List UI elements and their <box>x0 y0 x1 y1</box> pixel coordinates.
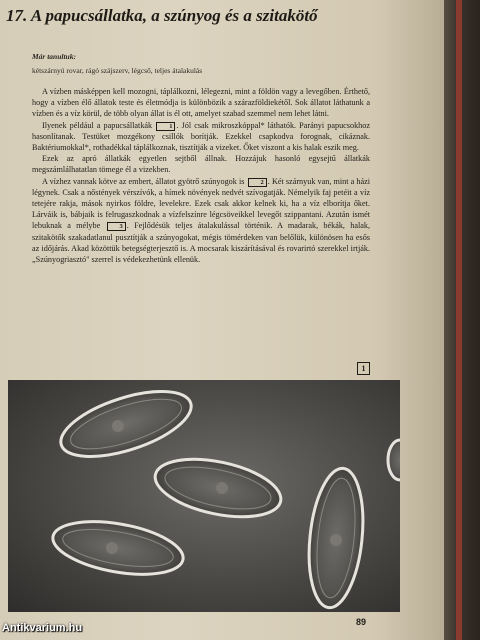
paragraph-1: A vízben másképpen kell mozogni, táplálkozni, lélegezni, mint a földön vagy a levegőben. Érthető, hogy a vízben élő állatok teste és életmódja is különbözik a szárazföldiekétől. Sok állatot láthatunk a vízben és a víz körül, de több olyan állat is él ott, amelyet szabad szemmel nem lehet látni. <box>32 87 370 119</box>
figure-number-badge: 1 <box>357 362 370 375</box>
paragraph-2: Ilyenek például a papucsállatkák 1 . Jól csak mikroszkóppal* láthatók. Parányi papucsokhoz hasonlítanak. Testüket mozgékony csillók borítják. Ezekkel csapkodva forognak, cikáznak. Baktériumokkal*, rothadékkal táplálkoznak, tisztítják a vizeket. Őket viszont a kis halak eszik meg. <box>32 120 370 153</box>
paragraph-3: Ezek az apró állatkák egyetlen sejtből állnak. Hozzájuk hasonló egysejtű állatkák megszámlálhatatlan tömege él a vizekben. <box>32 154 370 175</box>
page-number: 89 <box>356 617 367 627</box>
known-terms: kétszárnyú rovar, rágó szájszerv, légcső, teljes átalakulás <box>32 66 203 75</box>
figure-ref-2: 2 <box>248 178 267 187</box>
micrograph-photo <box>8 380 400 612</box>
paramecium-cell-3 <box>49 513 187 583</box>
paramecium-cell-5-partial <box>388 440 400 480</box>
figure-ref-3: 3 <box>107 222 126 231</box>
body-text <box>32 86 370 265</box>
paramecium-cell-1 <box>53 380 198 470</box>
paramecium-cell-2 <box>150 449 286 526</box>
watermark-text: Antikvarium.hu <box>2 622 83 634</box>
book-spine <box>444 0 480 640</box>
chapter-title: 17. A papucsállatka, a szúnyog és a szitakötő <box>6 6 318 25</box>
paramecium-micrograph <box>8 380 400 612</box>
known-label: Már tanultuk: <box>32 52 76 61</box>
spine-stripe <box>456 0 462 640</box>
paragraph-4: A vízhez vannak kötve az embert, állatot gyötrő szúnyogok is 2 . Két szárnyuk van, mint a házi légynek. Csak a nőstények vérszívók, a hímek növények nedvét szívogatják. Némelyik faj petéit a víz tetejére rakja, mások nyirkos földre, levelekre. Ezek csak akkor kelnek ki, ha a víz elborítja őket. Lárváik is, bábjaik is felrugaszkodnak a vízfelszínre légcsöveikkel levegőt szippantani. Azután ismét lebuknak a mélybe 3 . Fejlődésük teljes átalakulással történik. A madarak, békák, halak, szitakötők szakadatlanul pusztítják a szúnyogokat, mégis tömérdeken van belőlük, különösen ha esős az időjárás. Akad közöttük betegségterjesztő is. A mocsarak kiszárításával és rovarirtó szerekkel irtják. „Szúnyogriasztó" szerrel is védekezhetünk ellenük. <box>32 176 371 265</box>
figure-ref-1: 1 <box>156 122 175 131</box>
paramecium-cell-4 <box>303 466 369 611</box>
